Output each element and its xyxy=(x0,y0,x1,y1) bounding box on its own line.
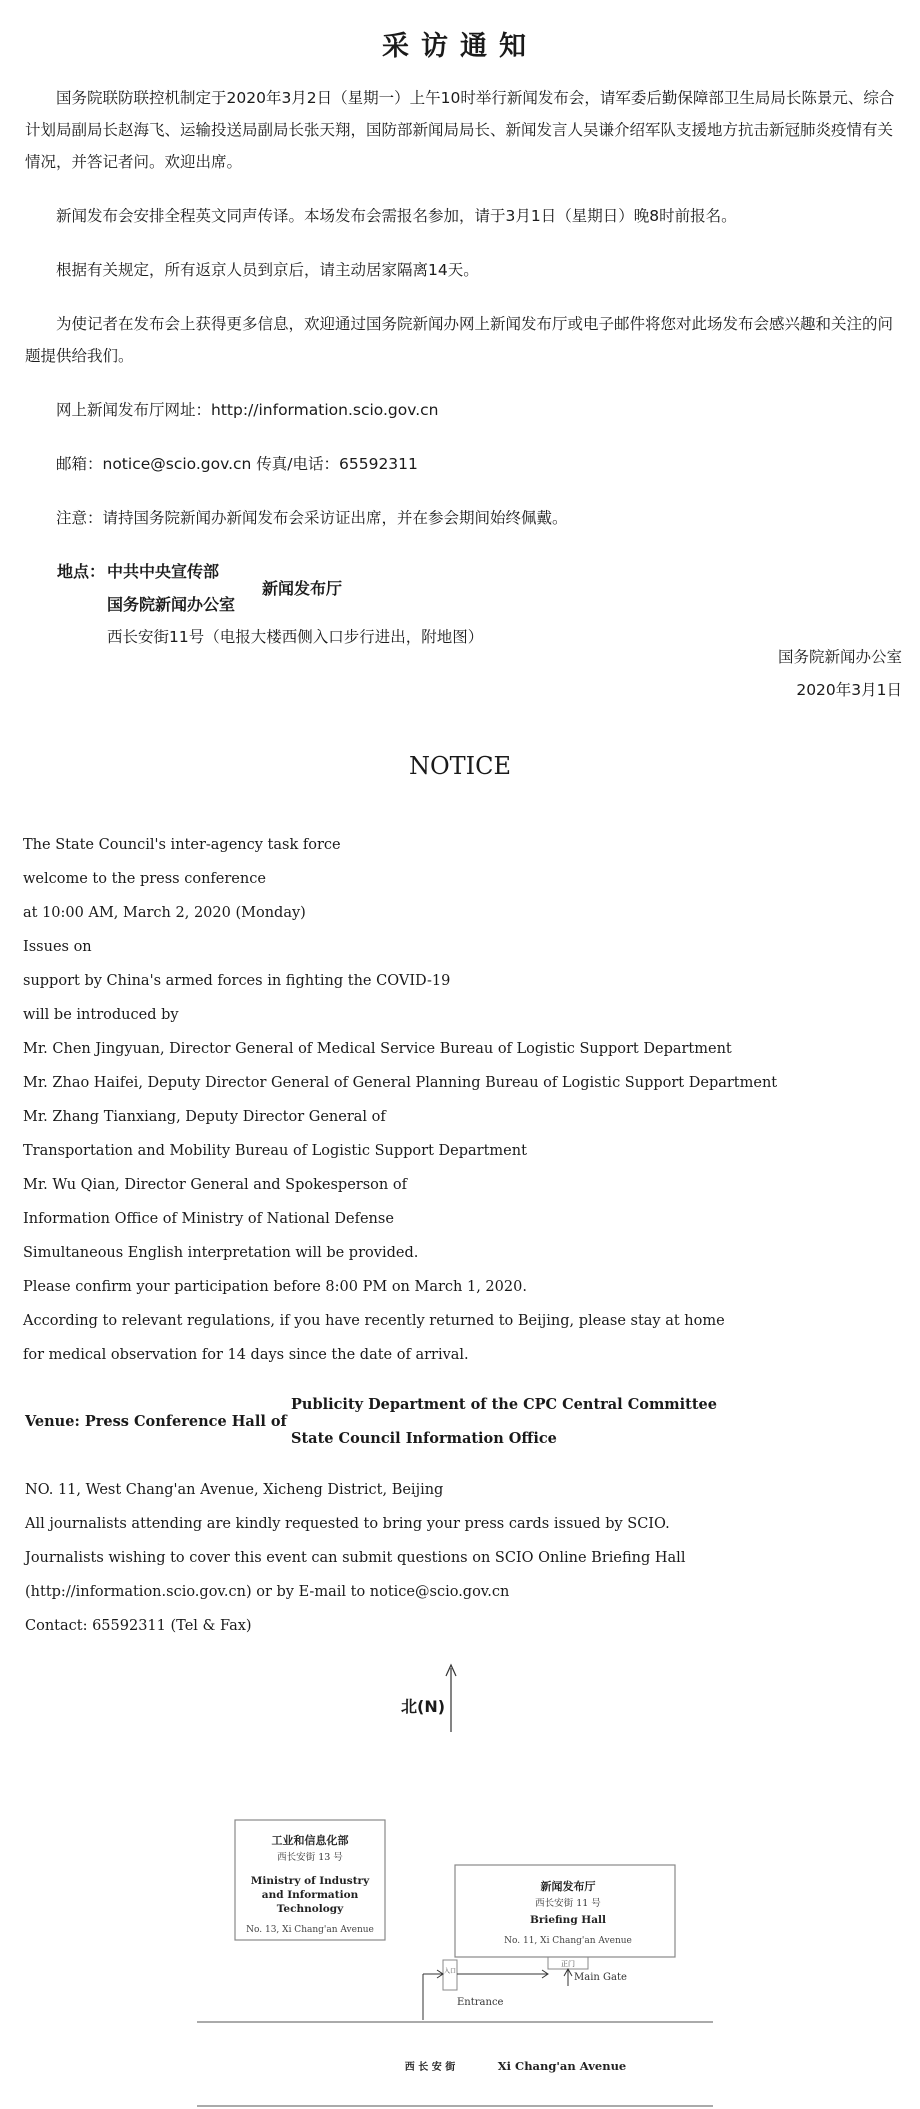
north-label: 北(N) xyxy=(401,1697,446,1716)
cn-paragraph-interpretation: 新闻发布会安排全程英文同声传译。本场发布会需报名参加，请于3月1日（星期日）晚8时前报名。 xyxy=(56,207,737,225)
cn-online-hall-url: 网上新闻发布厅网址：http://information.scio.gov.cn xyxy=(56,401,439,419)
en-venue-org-publicity: Publicity Department of the CPC Central Committee xyxy=(291,1396,717,1413)
ministry-en-label-3: Technology xyxy=(276,1903,344,1915)
briefing-hall-en-label: Briefing Hall xyxy=(529,1914,607,1926)
entrance-cn-label: 入口 xyxy=(443,1968,457,1975)
cn-paragraph-quarantine: 根据有关规定，所有返京人员到京后，请主动居家隔离14天。 xyxy=(56,261,479,279)
cn-venue-hall: 新闻发布厅 xyxy=(262,579,343,598)
cn-contact-info: 邮箱：notice@scio.gov.cn 传真/电话：65592311 xyxy=(56,455,418,473)
en-contact-line: Contact: 65592311 (Tel & Fax) xyxy=(25,1618,252,1634)
en-line: Issues on xyxy=(23,939,92,955)
street-cn-label: 西 长 安 街 xyxy=(404,2062,456,2073)
ministry-cn-label: 工业和信息化部 xyxy=(271,1834,349,1847)
street-en-label: Xi Chang'an Avenue xyxy=(497,2059,627,2073)
cn-venue-label: 地点： xyxy=(57,562,106,581)
ministry-en-address: No. 13, Xi Chang'an Avenue xyxy=(246,1925,374,1935)
main-gate-cn-label: 正门 xyxy=(561,1960,575,1968)
en-line: Mr. Zhang Tianxiang, Deputy Director General of xyxy=(23,1109,386,1125)
en-line: Mr. Wu Qian, Director General and Spokesperson of xyxy=(23,1177,407,1193)
cn-venue-address: 西长安街11号（电报大楼西侧入口步行进出，附地图） xyxy=(107,628,484,646)
cn-notice-title: 采访通知 xyxy=(382,31,538,62)
briefing-hall-en-address: No. 11, Xi Chang'an Avenue xyxy=(504,1936,632,1946)
location-map xyxy=(0,1660,920,2109)
en-notice-body xyxy=(23,828,903,1372)
en-questions-line: Journalists wishing to cover this event can submit questions on SCIO Online Briefing Hall xyxy=(25,1550,686,1566)
en-venue-label: Venue: Press Conference Hall of xyxy=(25,1413,287,1430)
en-line: Mr. Zhao Haifei, Deputy Director General of General Planning Bureau of Logistic Support Department xyxy=(23,1075,778,1091)
en-line: According to relevant regulations, if you have recently returned to Beijing, please stay at home xyxy=(23,1313,725,1329)
entrance-marker xyxy=(443,1960,457,1990)
en-line: at 10:00 AM, March 2, 2020 (Monday) xyxy=(23,905,306,921)
en-line: Mr. Chen Jingyuan, Director General of Medical Service Bureau of Logistic Support Department xyxy=(23,1041,732,1057)
en-notice-details xyxy=(25,1473,905,1643)
briefing-hall-cn-label: 新闻发布厅 xyxy=(540,1880,596,1893)
cn-paragraph-announcement: 国务院联防联控机制定于2020年3月2日（星期一）上午10时举行新闻发布会，请军委后勤保障部卫生局局长陈景元、综合计划局副局长赵海飞、运输投送局副局长张天翔，国防部新闻局局长、新闻发言人吴谦介绍军队支援地方抗击新冠肺炎疫情有关情况，并答记者问。欢迎出席。 xyxy=(25,89,895,171)
en-line: Simultaneous English interpretation will be provided. xyxy=(23,1245,419,1261)
en-line: Transportation and Mobility Bureau of Logistic Support Department xyxy=(23,1143,527,1159)
en-line: for medical observation for 14 days since the date of arrival. xyxy=(23,1347,469,1363)
en-line: welcome to the press conference xyxy=(23,871,266,887)
cn-signature-date: 2020年3月1日 xyxy=(796,681,902,699)
entrance-en-label: Entrance xyxy=(457,1997,504,2008)
cn-attention-note: 注意：请持国务院新闻办新闻发布会采访证出席，并在参会期间始终佩戴。 xyxy=(56,509,568,527)
cn-venue-org-scio: 国务院新闻办公室 xyxy=(107,595,236,614)
en-questions-line-2: (http://information.scio.gov.cn) or by E-mail to notice@scio.gov.cn xyxy=(25,1584,510,1600)
main-gate-en-label: Main Gate xyxy=(574,1972,627,1983)
en-line: Please confirm your participation before 8:00 PM on March 1, 2020. xyxy=(23,1279,527,1295)
ministry-en-label-2: and Information xyxy=(261,1889,359,1901)
en-line: support by China's armed forces in fighting the COVID-19 xyxy=(23,973,451,989)
ministry-cn-address: 西长安街 13 号 xyxy=(277,1852,343,1863)
briefing-hall-cn-address: 西长安街 11 号 xyxy=(535,1898,601,1909)
en-line: will be introduced by xyxy=(23,1007,179,1023)
en-venue-org-scio: State Council Information Office xyxy=(291,1430,557,1447)
ministry-en-label-1: Ministry of Industry xyxy=(250,1875,370,1887)
en-press-card-line: All journalists attending are kindly requested to bring your press cards issued by SCIO. xyxy=(25,1516,670,1532)
en-notice-title: NOTICE xyxy=(408,752,512,780)
cn-venue-org-publicity: 中共中央宣传部 xyxy=(107,562,220,581)
en-line: The State Council's inter-agency task force xyxy=(23,837,341,853)
en-line: Information Office of Ministry of National Defense xyxy=(23,1211,394,1227)
cn-signature-org: 国务院新闻办公室 xyxy=(777,648,902,666)
en-address-line: NO. 11, West Chang'an Avenue, Xicheng District, Beijing xyxy=(25,1482,444,1498)
cn-paragraph-questions: 为使记者在发布会上获得更多信息，欢迎通过国务院新闻办网上新闻发布厅或电子邮件将您对此场发布会感兴趣和关注的问题提供给我们。 xyxy=(25,315,894,365)
